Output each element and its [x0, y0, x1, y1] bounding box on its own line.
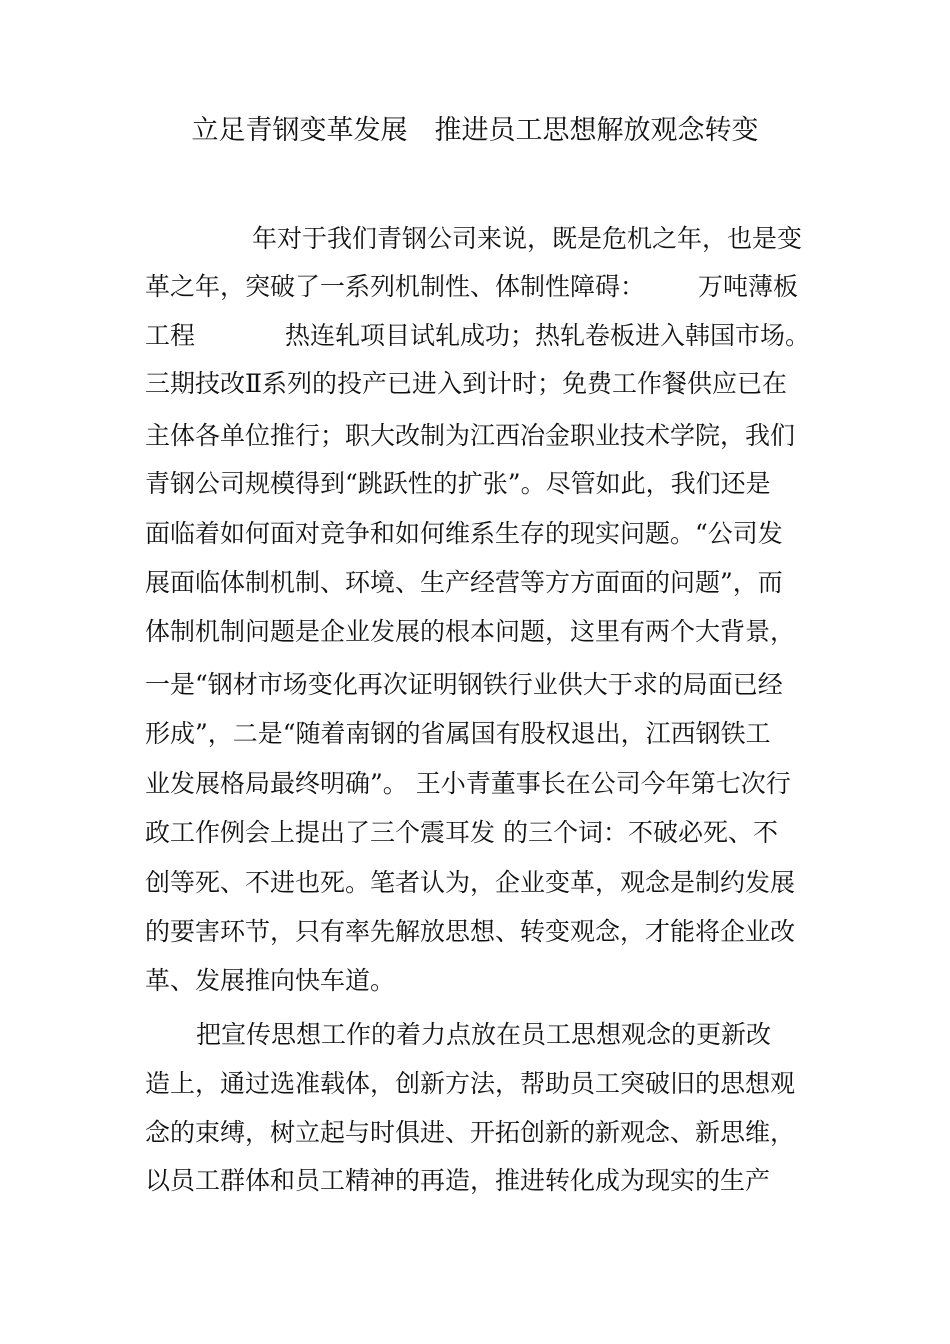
body-line: 政工作例会上提出了三个震耳发 的三个词：不破必死、不: [145, 818, 778, 847]
body-line: 以员工群体和员工精神的再造，推进转化成为现实的生产: [145, 1166, 771, 1195]
body-line: 展面临体制机制、环境、生产经营等方方面面的问题”，而: [145, 568, 783, 597]
body-line: 青钢公司规模得到“跳跃性的扩张”。尽管如此，我们还是: [145, 469, 771, 498]
body-line: 把宣传思想工作的着力点放在员工思想观念的更新改: [196, 1020, 772, 1049]
body-line: 体制机制问题是企业发展的根本问题，这里有两个大背景，: [145, 617, 796, 646]
body-line: 革、发展推向快车道。: [145, 966, 396, 995]
body-line: 一是“钢材市场变化再次证明钢铁行业供大于求的局面已经: [145, 670, 783, 699]
document-title: 立足青钢变革发展 推进员工思想解放观念转变: [191, 115, 759, 146]
body-line: 主体各单位推行；职大改制为江西冶金职业技术学院，我们: [145, 421, 796, 450]
body-line: 年对于我们青钢公司来说，既是危机之年，也是变: [252, 224, 803, 253]
body-line: 造上，通过选准载体，创新方法，帮助员工突破旧的思想观: [145, 1069, 796, 1098]
body-line: 革之年，突破了一系列机制性、体制性障碍：: [145, 272, 646, 301]
body-line: 念的束缚，树立起与时俱进、开拓创新的新观念、新思维，: [145, 1118, 796, 1147]
body-line: 三期技改Ⅱ系列的投产已进入到计时；免费工作餐供应已在: [145, 369, 787, 398]
body-line: 工程: [145, 321, 196, 350]
body-line: 热连轧项目试轧成功；热轧卷板进入韩国市场。: [285, 321, 811, 350]
body-line: 创等死、不进也死。笔者认为，企业变革，观念是制约发展: [145, 868, 796, 897]
body-line: 面临着如何面对竞争和如何维系生存的现实问题。“公司发: [145, 519, 783, 548]
body-line: 的要害环节，只有率先解放思想、转变观念，才能将企业改: [145, 917, 796, 946]
body-line: 形成”，二是“随着南钢的省属国有股权退出，江西钢铁工: [145, 719, 771, 748]
body-line: 业发展格局最终明确”。 王小青董事长在公司今年第七次行: [145, 769, 791, 798]
body-line: 万吨薄板: [698, 272, 799, 301]
